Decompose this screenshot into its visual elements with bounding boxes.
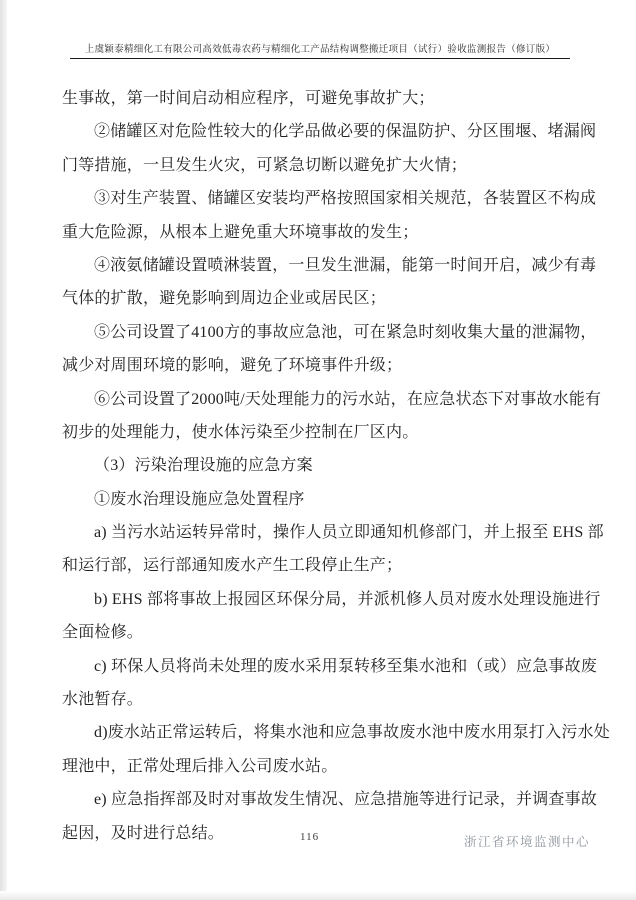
text-line: e) 应急指挥部及时对事故发生情况、应急措施等进行记录，并调查事故: [94, 791, 598, 809]
text-line: ⑤公司设置了4100方的事故应急池，可在紧急时刻收集大量的泄漏物，: [94, 323, 597, 341]
text-line: ⑥公司设置了2000吨/天处理能力的污水站，在应急状态下对事故水能有: [94, 390, 602, 408]
text-line: c) 环保人员将尚未处理的废水采用泵转移至集水池和（或）应急事故废: [94, 657, 598, 675]
section-subheading: ①废水治理设施应急处置程序: [94, 490, 305, 508]
page-number: 116: [300, 831, 320, 843]
text-line: 和运行部，运行部通知废水产生工段停止生产；: [62, 557, 403, 575]
header-rule: [70, 58, 570, 59]
footer-organization: 浙江省环境监测中心: [463, 835, 590, 849]
page-header-title: 上虞颖泰精细化工有限公司高效低毒农药与精细化工产品结构调整搬迁项目（试行）验收监测报告（修订版）: [84, 45, 556, 55]
text-line: 门等措施，一旦发生火灾，可紧急切断以避免扩大火情；: [62, 156, 468, 174]
text-line: a) 当污水站运转异常时，操作人员立即通知机修部门，并上报至 EHS 部: [94, 524, 604, 542]
text-line: ②储罐区对危险性较大的化学品做必要的保温防护、分区围堰、堵漏阀: [94, 123, 597, 141]
text-line: 生事故，第一时间启动相应程序，可避免事故扩大；: [62, 90, 435, 107]
text-line: 气体的扩散，避免影响到周边企业或居民区；: [62, 290, 387, 308]
text-line: 初步的处理能力，使水体污染至少控制在厂区内。: [62, 423, 419, 441]
page-footer: [0, 828, 636, 850]
text-line: 重大危险源，从根本上避免重大环境事故的发生；: [62, 223, 419, 241]
page-body: [62, 82, 610, 850]
scan-edge-bottom: [0, 891, 636, 900]
text-line: 减少对周围环境的影响，避免了环境事件升级；: [62, 357, 403, 375]
text-line: 理池中，正常处理后排入公司废水站。: [62, 757, 338, 775]
text-line: ④液氨储罐设置喷淋装置，一旦发生泄漏，能第一时间开启，减少有毒: [94, 256, 597, 274]
text-line: 全面检修。: [62, 624, 144, 642]
scan-edge-left: [0, 0, 7, 900]
text-line: ③对生产装置、储罐区安装均严格按照国家相关规范，各装置区不构成: [94, 190, 597, 208]
text-line: d)废水站正常运转后，将集水池和应急事故废水池中废水用泵打入污水处: [94, 724, 610, 742]
section-heading: （3）污染治理设施的应急方案: [94, 457, 313, 475]
text-line: b) EHS 部将事故上报园区环保分局，并派机修人员对废水处理设施进行: [94, 590, 601, 608]
text-line: 水池暂存。: [62, 691, 144, 709]
text-line: 起因，及时进行总结。: [62, 824, 225, 842]
